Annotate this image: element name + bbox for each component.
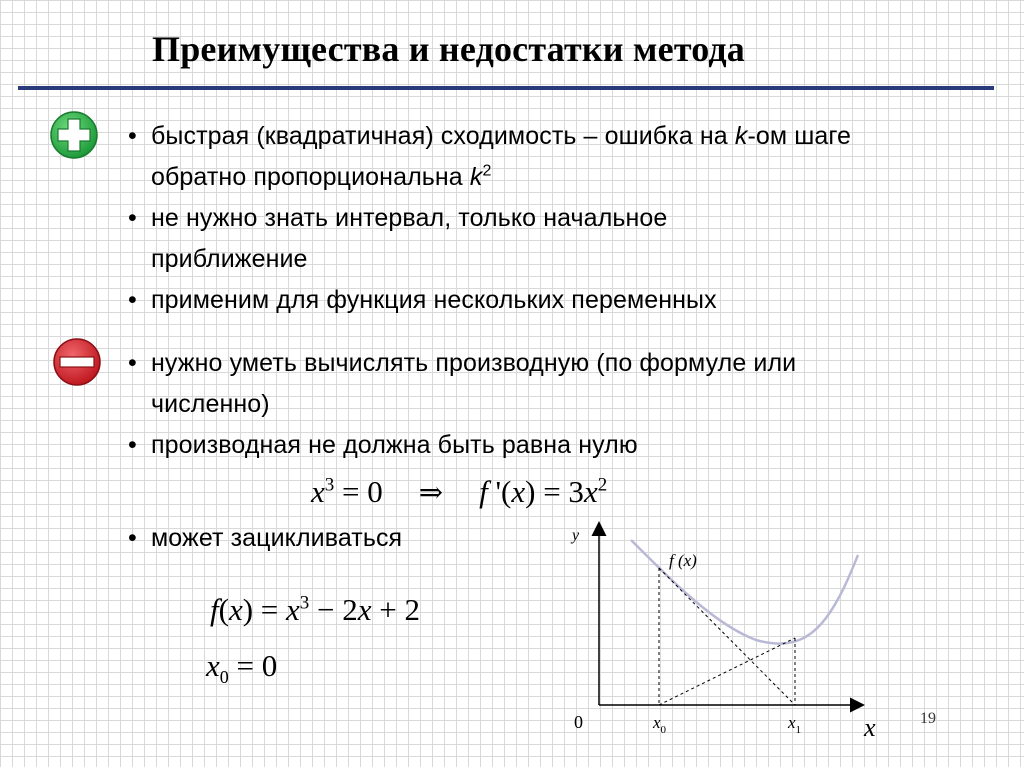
function-formula: $f(x) = x^3 - 2x + 2$ (210, 592, 421, 627)
function-curve (631, 540, 858, 644)
plus-badge-icon (49, 110, 99, 160)
y-axis-label: y (572, 527, 580, 544)
disadvantage-item-3: • может зацикливаться (124, 518, 551, 559)
disadvantage-item-2: • производная не должна быть равна нулю (124, 425, 911, 466)
slide-title: Преимущества и недостатки метода (152, 29, 745, 69)
newton-iteration-graph (556, 510, 906, 750)
advantage-item-3: • применим для функция нескольких переменных (124, 280, 931, 321)
advantage-item-1: • быстрая (квадратичная) сходимость – ошибка на k-ом шаге обратно пропорциональна $k^2$ (124, 116, 931, 198)
initial-value-formula: $x_0 = 0$ (206, 648, 278, 687)
implies-arrow: ⇒ (418, 477, 444, 509)
derivative-formula: $x^3 = 0$ ⇒ f '$(x) = 3x^2$ (311, 474, 608, 509)
x-axis-label: x (864, 713, 876, 742)
advantage-item-2: • не нужно знать интервал, только начальное приближение (124, 198, 811, 280)
x0-label: $x_0$ (653, 713, 667, 736)
disadvantage-item-1: • нужно уметь вычислять производную (по формуле или численно) (124, 343, 911, 425)
title-divider (18, 86, 994, 90)
disadvantages-list-continued (124, 518, 551, 559)
tangent-at-x1 (659, 638, 795, 705)
curve-label: f (x) (669, 551, 697, 570)
disadvantages-list (124, 343, 911, 466)
minus-badge-icon (52, 337, 102, 387)
advantages-list (124, 116, 931, 321)
page-number: 19 (920, 710, 936, 727)
x1-label: $x_1$ (788, 713, 802, 736)
origin-label: 0 (574, 712, 583, 732)
